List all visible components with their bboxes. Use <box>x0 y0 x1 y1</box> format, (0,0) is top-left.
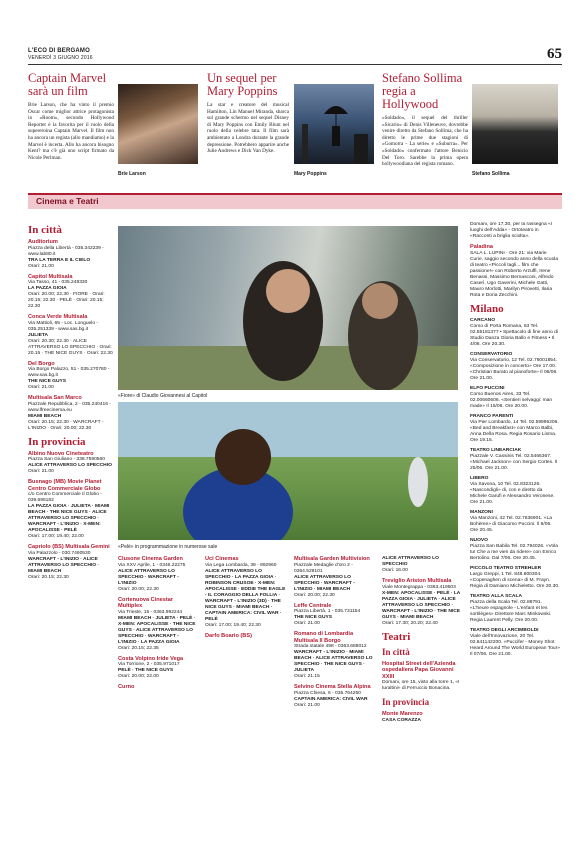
film-titles: LA PAZZA GIOIA <box>28 286 67 291</box>
heading-milano: Milano <box>470 302 504 315</box>
cinema-name: Multisala San Marco <box>28 395 82 401</box>
film-titles: JULIETA <box>28 332 49 338</box>
film-titles: ALICE ATTRAVERSO LO SPECCHIO <box>382 556 439 567</box>
cinema-name: Auditorium <box>28 239 58 245</box>
film-titles: WARCRAFT - L'INIZIO · ALICE ATTRAVERSO LO SPECCHIO · MIAMI BEACH <box>28 556 100 574</box>
cinema-listing <box>28 479 114 540</box>
page-number: 65 <box>547 46 562 62</box>
cinema-address: Piazza Libertà, 1 - 035.731154 <box>294 609 361 614</box>
theatre-listing <box>470 476 560 506</box>
cinema-listing <box>28 274 114 311</box>
showtimes: Orari: 20.15; 22.35 <box>118 645 159 651</box>
column-5 <box>382 556 462 844</box>
theatre-listing <box>470 318 560 348</box>
cinema-listing <box>28 395 114 432</box>
cinema-name: Del Borgo <box>28 360 55 367</box>
showtimes: Orari: 20.15; 22.30 · WARCRAFT - L'INIZIO · Orari: 20.00; 22.30 <box>28 419 104 431</box>
section-title: Cinema e Teatri <box>36 196 99 206</box>
showtimes: Orari: 21.00 <box>294 702 320 708</box>
film-still-fiore-icon <box>118 226 458 390</box>
theatre-listing <box>382 661 462 693</box>
cinema-listing <box>28 544 114 581</box>
showtimes: Orari: 21.00 <box>28 385 54 390</box>
heading-in-citta: In città <box>28 224 62 236</box>
film-still-pele-icon <box>118 402 458 540</box>
showtimes: Orari: 20.15; 22.30 <box>28 574 69 580</box>
caption-brie-larson: Brie Larson <box>118 171 146 177</box>
photo-pele <box>118 402 458 540</box>
cinema-listing <box>118 656 198 681</box>
story-body: La star e creatore del musical Hamilton, Lin Manuel Miranda, sbarca sul grande schermo nel sequel Disney di Mary Poppins con Emily Blunt nel ruolo della celebre tata. Il film sarà ambientato a Londra durante la grande depressione. Potrebbero apparire anche Julie Andrews e Dick Van Dyke. <box>207 102 289 155</box>
umbrella-figure-icon <box>294 84 374 164</box>
cinema-name: Capriolo (BS) Multisala Gemini <box>28 544 110 550</box>
masthead <box>28 48 93 61</box>
cinema-name: Clusone Cinema Garden <box>118 556 183 562</box>
cinema-address: Via Torrione, 2 - 035.971017 <box>118 662 180 667</box>
cinema-name: Romano di Lombardia Multisala Il Borgo <box>294 631 354 644</box>
column-2 <box>118 556 198 844</box>
theatre-details: Piazza San Babila Tel. 02.794026. «Vola tu! Che a me vien da ridere» con Enrico Bertolino. Dal 7/06. Ore 20.45. <box>470 543 559 561</box>
theatre-name: MANZONI <box>470 509 493 515</box>
cinema-listing <box>28 239 114 270</box>
showtimes: Orari: 21.00 <box>294 621 320 626</box>
showtimes: Orari: 21.00 <box>28 469 54 474</box>
photo-stefano-sollima <box>472 84 558 164</box>
showtimes: Orari: 21.00 <box>28 263 54 269</box>
paper-name: L'ECO DI BERGAMO <box>28 48 90 54</box>
cinema-listing <box>118 556 198 593</box>
theatre-name: FRANCO PARENTI <box>470 413 514 419</box>
showtimes: Orari: 17.00; 19.40; 22.00 <box>28 534 84 539</box>
cinema-listing <box>205 556 287 629</box>
cinema-address: Via Lega Lombarda, 39 - 892960 <box>205 562 277 568</box>
film-titles: WARCRAFT - L'INIZIO · MIAMI BEACH · ALICE ATTRAVERSO LO SPECCHIO · THE NICE GUYS · JULIETA <box>294 650 373 673</box>
film-titles: TRA LA TERRA E IL CIELO <box>28 257 91 263</box>
story-captain-marvel <box>28 72 114 161</box>
theatre-listing <box>470 352 560 382</box>
theatre-intro: Domani, ore 17.30, per la rassegna «I luoghi dell'Adda» - Ortoteatro in «Racconti a briglia sciolta». <box>470 222 553 239</box>
theatre-details: Largo Greppi, 1 Tel. 848.800304. «Copenaghen di scena» di M. Frayn. Regia di Damiano Michieletto. Ore 20.30. <box>470 571 560 589</box>
cinema-address: Strada statale 498 - 0363.688012 <box>294 644 367 649</box>
theatre-listing <box>470 594 560 624</box>
cinema-name: Darfo Boario (BS) <box>205 632 252 639</box>
film-titles: THE NICE GUYS <box>28 379 67 384</box>
header-rule <box>28 64 562 65</box>
theatre-listing <box>470 414 560 444</box>
cinema-listing <box>294 556 374 599</box>
theatre-details: Viale dell'Innovazione, 20 Tel. 02.641142200. «Puccifer - Money Shot Heard Around The World European Tour» Il 07/06. Ore 21.00. <box>470 633 560 657</box>
cinema-address: Via Mattioli, 65 - Loc. Longuelo - 035.251339 - www.sas.bg.it <box>28 320 99 332</box>
cinema-address: Via Borgo Palazzo, 51 - 035.270780 - www.sas.bg.it <box>28 367 110 378</box>
cinema-listing <box>118 597 198 652</box>
theatre-details: Corso di Porta Romana, 63 Tel. 02.55181377 • Spettacolo di fine anno di Studio Danza Gloria Ballo e Fitness • Il 4/06. Ore 20.30. <box>470 323 558 347</box>
theatre-name: Monte Marenzo <box>382 711 423 717</box>
showtimes: Orari: 16.00 <box>382 568 408 573</box>
cinema-listing <box>205 633 287 640</box>
story-title: Captain Marvel sarà un film <box>28 71 107 98</box>
theatre-name: TEATRO ALLA SCALA <box>470 593 522 599</box>
story-body: «Soldado», il sequel del thriller «Sicario» di Denis Villeneuve, dovrebbe venire diretto da Stefano Sollima, che ha diretto le prime due stagioni di «Gomorra - La serie» e «Suburra». Per «Soldado» confermato l'attore Benicio Del Toro. Sarebbe la prima opera hollywoodiana del regista romano. <box>382 115 468 168</box>
caption-pele: «Pelè» in programmazione in numerose sale <box>118 544 218 550</box>
theatre-name: Paladina <box>470 244 494 250</box>
cinema-name: Cortenuova Cinestar Multiplex <box>118 596 174 609</box>
cinema-listing <box>382 556 462 574</box>
heading-in-provincia: In provincia <box>382 697 430 707</box>
theatre-name: PICCOLO TEATRO STREHLER <box>470 565 542 571</box>
theatre-name: TEATRO DEGLI ARCIMBOLDI <box>470 627 539 633</box>
theatre-listing <box>470 510 560 534</box>
cinema-listing <box>294 603 374 628</box>
heading-teatri: Teatri <box>382 630 411 643</box>
film-titles: PELÈ · THE NICE GUYS <box>118 668 174 673</box>
cinema-name: Busnago (MB) Movie Planet Centro Commerciale Globo <box>28 479 102 492</box>
cinema-listing <box>294 631 374 680</box>
story-title: Stefano Sollima regia a Hollywood <box>382 71 463 111</box>
theatre-details: Piazza della Scala Tel. 02.88791. «L'heure espagnole - L'enfant et les sortilèges» Direttore Marc Minkowski. Regia Laurent Pelly. Ore 20.00. <box>470 599 552 623</box>
cinema-listing <box>28 451 114 476</box>
theatre-listing <box>382 711 462 724</box>
theatre-name: Hospital Street dell'Azienda ospedaliera Papa Giovanni XXIII <box>382 660 456 680</box>
column-4 <box>294 556 374 844</box>
section-band <box>28 193 562 209</box>
cinema-name: Costa Volpino Iride Vega <box>118 655 184 662</box>
theatre-details: Via Pier Lombardo, 14 Tel. 02.59995206. «Bed and Breakfast» con Marco Balbi, Anna Della Rosa. Regia Rosario Lisma. Ore 19.15. <box>470 419 559 443</box>
film-titles: CAPTAIN AMERICA: CIVIL WAR <box>294 696 368 702</box>
cinema-address: Via Palazzolo - 030.7460530 <box>28 550 91 556</box>
cinema-address: Piazzale Repubblica, 2 - 035.240416 - www.lfreecinema.eu <box>28 401 111 413</box>
showtimes: Orari: 20.00; 22.30 · FIORE · Orari: 20.15; 22.30 · PELÈ · Orari: 20.15; 22.30 <box>28 292 105 309</box>
film-titles: ALICE ATTRAVERSO LO SPECCHIO · LA PAZZA GIOIA · ROBINSON CRUSOE · X-MEN: APOCALISSE · EDDIE THE EAGLE - IL CORAGGIO DELLA FOLLIA · WARCRAFT - L'INIZIO (3D) · THE NICE GUYS · MIAMI BEACH · CAPTAIN AMERICA: CIVIL WAR · PELÈ <box>205 568 286 622</box>
cinema-address: Viale Montegrappa - 0363.419503 <box>382 584 456 590</box>
story-sollima <box>382 72 468 168</box>
cinema-name: Curno <box>118 684 135 690</box>
cinema-listing <box>28 314 114 357</box>
theatre-listing <box>470 244 560 299</box>
cinema-name: Treviglio Ariston Multisala <box>382 578 452 584</box>
cinema-name: Conca Verde Multisala <box>28 314 88 320</box>
story-body: Brie Larson, che ha vinto il premio Oscar come miglior attrice protagonista in «Room», secondo Hollywood Reporter è la favorita per il ruolo della supereroina Captain Marvel. Il film non ha ancora un regista (allo mandiamo) e la Marvel è incerta. Allo ha ancora bisogno Kent? ma c'è già uno script firmato da Nicole Perlman. <box>28 102 114 161</box>
film-titles: LA PAZZA GIOIA · JULIETA · MIAMI BEACH · THE NICE GUYS · ALICE ATTRAVERSO LO SPECCHIO · WARCRAFT - L'INIZIO · X-MEN: APOCALISSE · PELÈ <box>28 504 110 533</box>
cinema-name: Multisala Garden Multivision <box>294 556 370 562</box>
film-titles: ALICE ATTRAVERSO LO SPECCHIO · WARCRAFT - L'INIZIO <box>118 568 179 586</box>
column-6 <box>470 222 560 844</box>
cinema-address: Piazzale Medaglie d'oro 2 - 0364.529101 <box>294 562 353 574</box>
showtimes: Orari: 20.30; 22.30 · ALICE ATTRAVERSO LO SPECCHIO · Orari: 20.15 · THE NICE GUYS · Orari: 22.30 <box>28 338 113 356</box>
story-title: Un sequel per Mary Poppins <box>207 71 278 98</box>
theatre-details: Corso Buenos Aires, 33 Tel. 02.00660606. «Sentieri selvaggi: man made» Il 15/06. Ore 20.00. <box>470 391 553 409</box>
column-3 <box>205 556 287 844</box>
showtimes: Orari: 20.00; 22.30 <box>118 586 159 592</box>
theatre-name: ELFO PUCCINI <box>470 385 505 391</box>
story-mary-poppins <box>207 72 289 155</box>
theatre-listing <box>470 386 560 410</box>
cinema-address: Via Tasso, 41 - 035.248330 <box>28 280 88 285</box>
heading-in-citta: In città <box>382 646 410 657</box>
showtimes: Orari: 17.00; 19.40; 22.30 <box>205 622 261 628</box>
photo-mary-poppins <box>294 84 374 164</box>
theatre-details: Via Savona, 10 Tel. 02.8323126. «Nascondigli» di, con e diretto da Michele Garufi e Alessandro Veronese. Ore 21.00. <box>470 481 555 505</box>
theatre-details: Domani, ore 15, visto alla torre 1, «I turaltini» di Ferruccio Bonacina. <box>382 680 460 691</box>
theatre-details: CASA CORAZZA <box>382 717 421 723</box>
photo-fiore <box>118 226 458 390</box>
theatre-listing <box>470 628 560 658</box>
cinema-name: Albino Nuovo Cineteatro <box>28 450 94 457</box>
theatre-listing <box>470 448 560 472</box>
theatre-name: CONSERVATORIO <box>470 351 513 357</box>
cinema-listing <box>118 684 198 691</box>
film-titles: ALICE ATTRAVERSO LO SPECCHIO · WARCRAFT - L'INIZIO · MIAMI BEACH <box>294 574 355 592</box>
column-1 <box>28 222 114 844</box>
film-titles: ALICE ATTRAVERSO LO SPECCHIO <box>28 463 112 468</box>
cinema-name: Leffe Centrale <box>294 602 332 609</box>
film-titles: MIAMI BEACH <box>28 413 62 419</box>
caption-fiore: «Fiore» di Claudio Giovannesi al Capitol <box>118 393 208 399</box>
cinema-address: Piazza San Giuliano - 338.7590560 <box>28 457 105 462</box>
heading-in-provincia: In provincia <box>28 435 86 448</box>
showtimes: Orari: 20.00; 22.30 <box>294 592 335 598</box>
theatre-name: NUOVO <box>470 537 488 543</box>
film-titles: MIAMI BEACH · JULIETA · PELÈ · X-MEN: APOCALISSE · THE NICE GUYS · ALICE ATTRAVERSO LO SPECCHIO · WARCRAFT - L'INIZIO · LA PAZZA GIOIA <box>118 615 196 645</box>
theatre-name: LIBERO <box>470 475 489 481</box>
cinema-listing <box>294 684 374 709</box>
caption-mary-poppins: Mary Poppins <box>294 171 327 177</box>
theatre-details: Via Manzoni, 42 Tel. 02.7636901. «La Bohème» di Giacomo Puccini. Il 6/06. Ore 20.45. <box>470 515 552 533</box>
cinema-address: Via XXV Aprile, 1 - 0346.22275 <box>118 562 186 568</box>
showtimes: Orari: 21.15 <box>294 674 320 679</box>
cinema-address: Piazza della Libertà - 035.342239 - www.lab80.it <box>28 245 104 257</box>
theatre-listing <box>470 566 560 590</box>
cinema-name: Uci Cinemas <box>205 556 239 562</box>
showtimes: Orari: 20.00; 22.00 <box>118 674 159 679</box>
cinema-address: Piazza Chiesa, 6 - 035.764250 <box>294 690 361 696</box>
issue-date: VENERDÌ 3 GIUGNO 2016 <box>28 55 93 61</box>
cinema-name: Capitol Multisala <box>28 273 73 280</box>
theatre-name: TEATRO LINEARCIAK <box>470 447 522 453</box>
theatre-name: CARCANO <box>470 317 495 323</box>
film-titles: THE NICE GUYS <box>294 615 333 620</box>
showtimes: Orari: 17.30; 20.20; 22.40 <box>382 620 438 626</box>
theatre-details: Piazzale V. Cassinis Tel. 02.5466367. «Michael Jackson» con Sergio Cortes. Il 25/06. Ore 21.00. <box>470 453 558 471</box>
cinema-address: c/o Centro Commerciale Il Globo - 039.695182 <box>28 492 102 503</box>
cinema-listing <box>28 361 114 392</box>
caption-stefano-sollima: Stefano Sollima <box>472 171 510 177</box>
theatre-details: SALA L. LUPINI · Ore 21: via Marie Curie, saggio secondo anno della scuola di teatro «Piccoli tagli... film che passione!» con Roberto Arzuffi, Irene Benassi, Massimo Bernasconi, Alfredo Caserì, Ugo Gaverini, Michele Gatti, Mauro Morlotti, Marilyn Pirovetti, Ilaria Rota e Doria Zecchini. <box>470 250 559 298</box>
theatre-details: Via Conservatorio, 12 Tel. 02.76001854. «Composizione in concerto» Ore 17.00. «Christian Burato al pianoforte» Il 06/06. Ore 21.00. <box>470 357 558 381</box>
cinema-listing <box>382 578 462 627</box>
film-titles: X-MEN: APOCALISSE · PELÈ · LA PAZZA GIOIA · JULIETA · ALICE ATTRAVERSO LO SPECCHIO · WARCRAFT - L'INIZIO · THE NICE GUYS · MIAMI BEACH <box>382 590 461 620</box>
cinema-address: Via Trieste, 15 - 0363.992244 <box>118 609 183 615</box>
theatre-listing <box>470 538 560 562</box>
photo-brie-larson <box>118 84 198 164</box>
cinema-name: Selvino Cinema Stella Alpina <box>294 684 371 690</box>
